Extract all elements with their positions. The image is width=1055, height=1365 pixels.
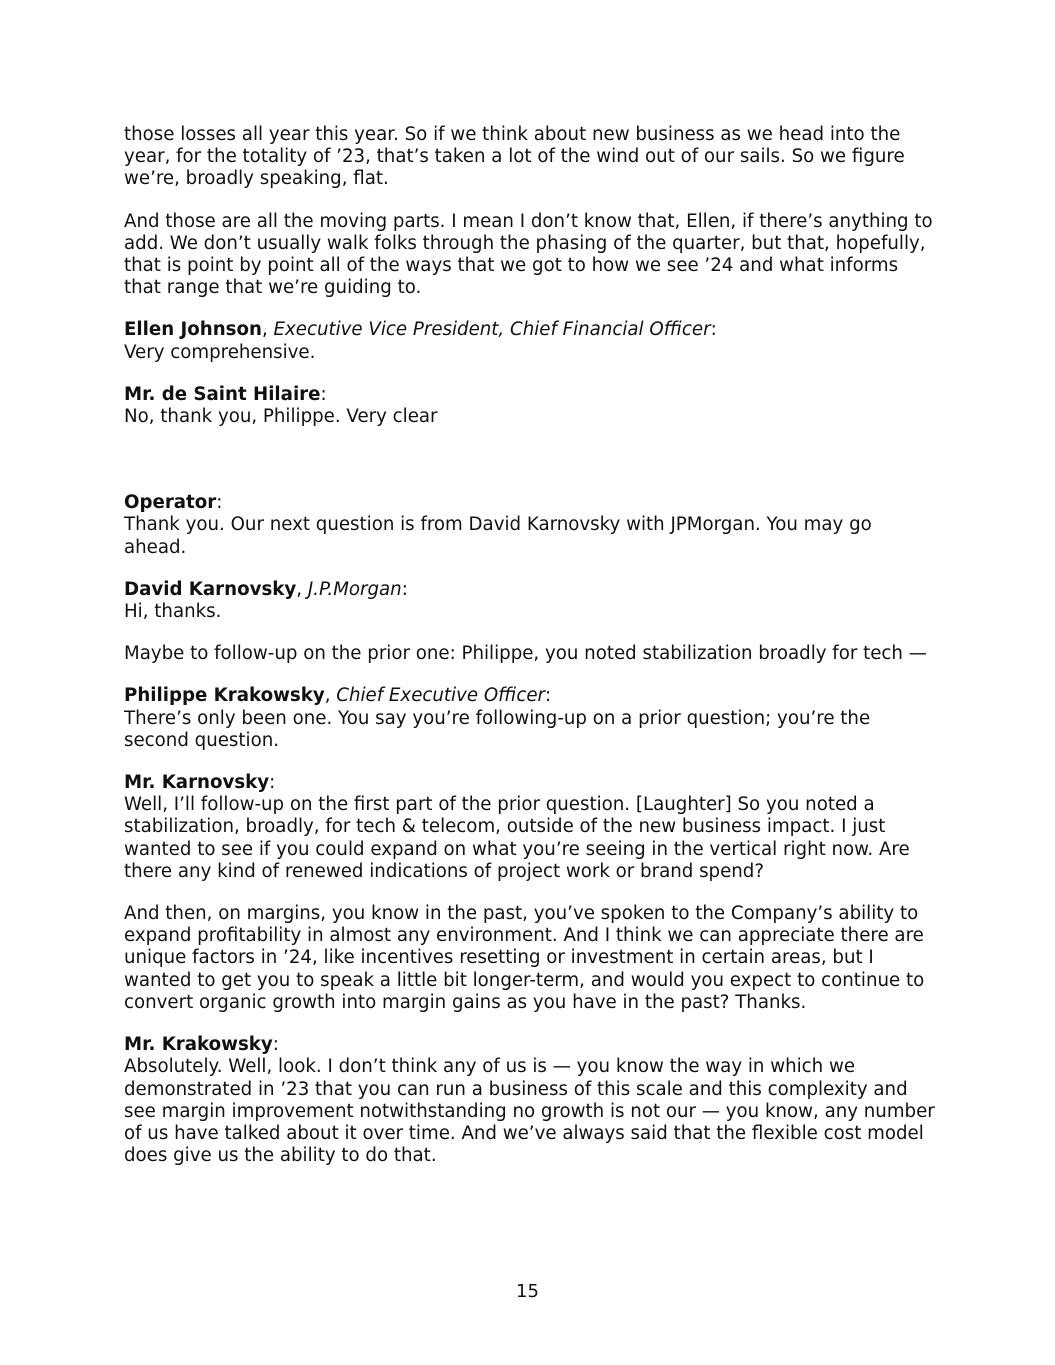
paragraph: And those are all the moving parts. I mean I don’t know that, Ellen, if there’s anything to add. We don’t usually walk folks through the phasing of the quarter, but that, hopefully, that is point by point all of the ways that we got to how we see ’24 and what informs that range that we’re guiding to. (124, 210, 933, 299)
speaker-block-mr-karnovsky (124, 772, 936, 883)
speaker-title: Chief Executive Officer (336, 685, 545, 707)
speaker-block-philippe-krakowsky (124, 685, 936, 752)
speaker-text: Hi, thanks. (124, 601, 222, 623)
speaker-block-mr-krakowsky (124, 1034, 936, 1167)
speaker-header: Mr. Krakowsky: (124, 1034, 279, 1056)
speaker-name: Operator (124, 492, 217, 514)
speaker-text: No, thank you, Philippe. Very clear (124, 406, 438, 428)
speaker-header: David Karnovsky, J.P.Morgan: (124, 578, 408, 600)
speaker-name: Mr. de Saint Hilaire (124, 383, 321, 405)
speaker-header: Philippe Krakowsky, Chief Executive Officer: (124, 685, 552, 707)
speaker-text: Thank you. Our next question is from David Karnovsky with JPMorgan. You may go ahead. (124, 514, 872, 558)
speaker-title: J.P.Morgan (307, 578, 402, 600)
speaker-text: Well, I’ll follow-up on the first part of the prior question. [Laughter] So you noted a stabilization, broadly, for tech & telecom, outside of the new business impact. I just wanted to see if you could expand on what you’re seeing in the vertical right now. Are there any kind of renewed indications of project work or brand spend? (124, 794, 910, 882)
speaker-text: Absolutely. Well, look. I don’t think any of us is — you know the way in which we demonstrated in ’23 that you can run a business of this scale and this complexity and see margin improvement notwithstanding no growth is not our — you know, any number of us have talked about it over time. And we’ve always said that the flexible cost model does give us the ability to do that. (124, 1056, 935, 1167)
speaker-header: Mr. Karnovsky: (124, 772, 276, 794)
speaker-name: Mr. Karnovsky (124, 772, 270, 794)
speaker-block-david-karnovsky (124, 579, 936, 623)
speaker-block-de-saint-hilaire (124, 384, 936, 428)
speaker-block-operator (124, 492, 936, 559)
transcript-page (124, 124, 936, 1187)
speaker-name: Mr. Krakowsky (124, 1034, 273, 1056)
speaker-text: Very comprehensive. (124, 341, 316, 363)
paragraph: those losses all year this year. So if we think about new business as we head into the year, for the totality of ’23, that’s taken a lot of the wind out of our sails. So we figure we’re, broadly speaking, flat. (124, 124, 905, 190)
speaker-header: Operator: (124, 492, 223, 514)
speaker-name: David Karnovsky (124, 578, 297, 600)
paragraph: Maybe to follow-up on the prior one: Philippe, you noted stabilization broadly for tech — (124, 643, 927, 665)
speaker-text: There’s only been one. You say you’re following-up on a prior question; you’re the second question. (124, 707, 871, 751)
speaker-name: Philippe Krakowsky (124, 685, 325, 707)
speaker-name: Ellen Johnson (124, 319, 262, 341)
paragraph: And then, on margins, you know in the past, you’ve spoken to the Company’s ability to expand profitability in almost any environment. And I think we can appreciate there are unique factors in ’24, like incentives resetting or investment in certain areas, but I wanted to get you to speak a little bit longer-term, and would you expect to continue to convert organic growth into margin gains as you have in the past? Thanks. (124, 903, 925, 1013)
speaker-block-ellen-johnson (124, 319, 936, 363)
speaker-header: Mr. de Saint Hilaire: (124, 383, 327, 405)
speaker-title: Executive Vice President, Chief Financial Officer (273, 319, 711, 341)
section-gap (124, 448, 936, 492)
page-number: 15 (516, 1281, 539, 1302)
speaker-header: Ellen Johnson, Executive Vice President, Chief Financial Officer: (124, 319, 717, 341)
